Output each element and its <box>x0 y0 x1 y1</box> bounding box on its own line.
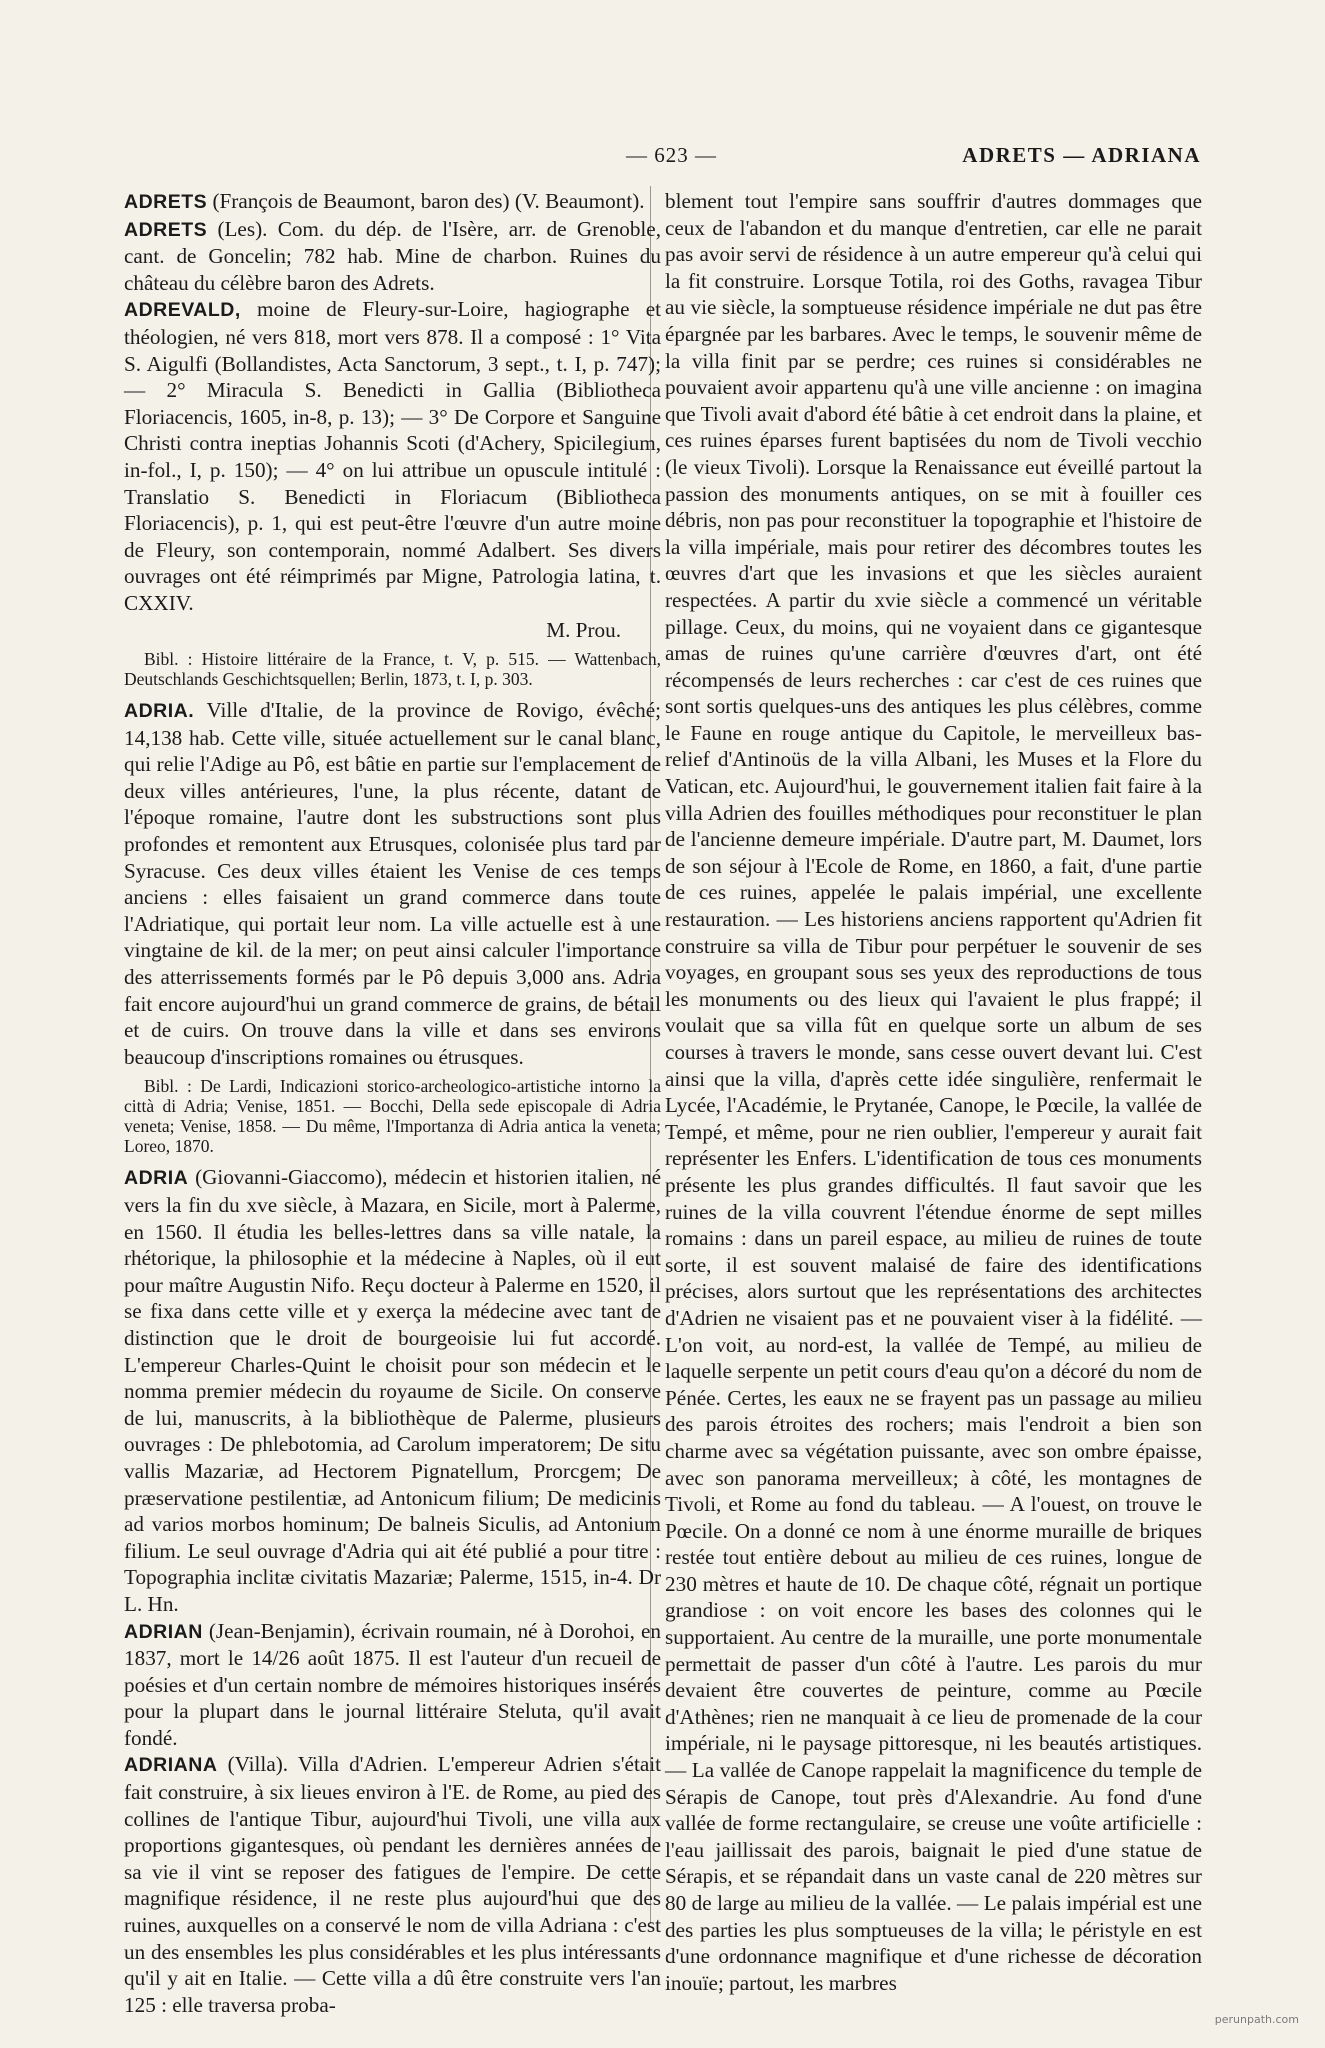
entry-adria <box>124 697 661 1070</box>
entry-adrets-les <box>124 216 661 297</box>
headword: ADRETS <box>124 218 208 241</box>
bibliography: Bibl. : De Lardi, Indicazioni storico-archeologico-artistiche intorno la città di Adria; Venise, 1851. — Bocchi, Della sede episcopale di Adria veneta; Venise, 1858. — Du même, l'Importanza di Adria antica la veneta; Loreo, 1870. <box>124 1076 661 1157</box>
entry-text: (Giovanni-Giaccomo), médecin et historien italien, né vers la fin du xve siècle, à Mazara, en Sicile, mort à Palerme, en 1560. Il étudia les belles-lettres dans sa ville natale, la rhétorique, la philosophie et la médecine à Naples, où il eut pour maître Augustin Nifo. Reçu docteur à Palerme en 1520, il se fixa dans cette ville et y exerça la médecine avec tant de distinction que le droit de bourgeoisie lui fut accordé. L'empereur Charles-Quint le choisit pour son médecin et le nomma premier médecin du royaume de Sicile. On conserve de lui, manuscrits, à la bibliothèque de Palerme, plusieurs ouvrages : De phlebotomia, ad Carolum imperatorem; De situ vallis Mazariæ, ad Hectorem Pignatellum, Prorcgem; De præservatione pestilentiæ, ad Antonicum filium; De medicinis ad varios morbos hominum; De balneis Siculis, ad Antonium filium. Le seul ouvrage d'Adria qui ait été publié a pour titre : Topographia inclitæ civitatis Mazariæ; Palerme, 1515, in-4. <box>124 1165 661 1590</box>
entry-text: Ville d'Italie, de la province de Rovigo, évêché; 14,138 hab. Cette ville, située actuellement sur le canal blanc, qui relie l'Adige au Pô, est bâtie en partie sur l'emplacement de deux villes antérieures, l'une, la plus récente, datant de l'époque romaine, l'autre dont les substructions sont plus profondes et remontent aux Etrusques, colonisée plus tard par Syracuse. Ces deux villes étaient les Venise de ces temps anciens : elles faisaient un grand commerce dans toute l'Adriatique, qui portait leur nom. La ville actuelle est à une vingtaine de kil. de la mer; on peut ainsi calculer l'importance des atterrissements formés par le Pô depuis 3,000 ans. Adria fait encore aujourd'hui un grand commerce de grains, de bétail et de cuirs. On trouve dans la ville et dans ses environs beaucoup d'inscriptions romaines ou étrusques. <box>124 698 661 1069</box>
entry-text: moine de Fleury-sur-Loire, hagiographe et théologien, né vers 818, mort vers 878. Il a composé : 1° Vita S. Aigulfi (Bollandistes, Acta Sanctorum, 3 sept., t. I, p. 747); — 2° Miracula S. Benedicti in Gallia (Bibliotheca Floriacencis, 1605, in-8, p. 13); — 3° De Corpore et Sanguine Christi contra ineptias Johannis Scoti (d'Achery, Spicilegium, in-fol., I, p. 150); — 4° on lui attribue un opuscule intitulé : Translatio S. Benedicti in Floriacum (Bibliotheca Floriacencis), p. 1, qui est peut-être l'œuvre d'un autre moine de Fleury, son contemporain, nommé Adalbert. Ses divers ouvrages ont été réimprimés par Migne, Patrologia latina, t. CXXIV. <box>124 297 662 615</box>
page-header <box>124 143 1201 173</box>
entry-adrian <box>124 1618 661 1752</box>
entry-adrets-beaumont <box>124 188 661 216</box>
page-number: — 623 — <box>626 143 717 167</box>
entry-adriana <box>124 1751 661 2018</box>
headword: ADRIAN <box>124 1620 203 1643</box>
entry-text: (François de Beaumont, baron des) (V. Beaumont). <box>212 189 645 213</box>
headword: ADREVALD, <box>124 299 241 322</box>
running-title: ADRETS — ADRIANA <box>962 143 1201 167</box>
headword: ADRETS <box>124 191 208 213</box>
headword: ADRIA <box>124 1167 189 1190</box>
bibliography: Bibl. : Histoire littéraire de la France, t. V, p. 515. — Wattenbach, Deutschlands Geschichtsquellen; Berlin, 1873, t. I, p. 303. <box>124 649 661 690</box>
entry-adriana-continued: blement tout l'empire sans souffrir d'autres dommages que ceux de l'abandon et du manque d'entretien, car elle ne parait pas avoir servi de résidence à un autre empereur qu'à celui qui la fit construire. Lorsque Totila, roi des Goths, ravagea Tibur au vie siècle, la somptueuse résidence impériale ne dut pas être épargnée par les barbares. Avec le temps, le souvenir même de la villa finit par se perdre; ces ruines si considérables ne pouvaient avoir appartenu qu'à une ville ancienne : on imagina que Tivoli avait d'abord été bâtie à cet endroit dans la plaine, et ces ruines éparses furent baptisées du nom de Tivoli vecchio (le vieux Tivoli). Lorsque la Renaissance eut éveillé partout la passion des monuments antiques, on se mit à fouiller ces débris, non pas pour reconstituer la topographie et l'histoire de la villa impériale, mais pour retirer des décombres toutes les œuvres d'art que les invasions et que les siècles auraient respectées. A partir du xvie siècle a commencé un véritable pillage. Ceux, du moins, qui ne voyaient dans ce gigantesque amas de ruines qu'une carrière d'œuvres d'art, ont été récompensés de leurs recherches : car c'est de ces ruines que sont sortis quelques-uns des antiques les plus célèbres, comme le Faune en rouge antique du Capitole, le merveilleux bas-relief d'Antinoüs de la villa Albani, les Muses et la Flore du Vatican, etc. Aujourd'hui, le gouvernement italien fait faire à la villa Adrien des fouilles méthodiques pour reconstituer le plan de l'ancienne demeure impériale. D'autre part, M. Daumet, lors de son séjour à l'Ecole de Rome, en 1860, a fait, d'une partie de ces ruines, appelée le palais impérial, une excellente restauration. — Les historiens anciens rapportent qu'Adrien fit construire sa villa de Tibur pour perpétuer le souvenir de ses voyages, en groupant sous ses yeux des reproductions de tous les monuments ou des lieux qui l'avaient le plus frappé; il voulait que sa villa fût en quelque sorte un album de ses courses à travers le monde, sans cesse ouvert devant lui. C'est ainsi que la villa, d'après cette idée singulière, renfermait le Lycée, l'Académie, le Prytanée, Canope, le Pœcile, la vallée de Tempé, et même, pour ne rien oublier, l'empereur y aurait fait représenter les Enfers. L'identification de tous ces monuments présente les plus grandes difficultés. Il faut savoir que les ruines de la villa couvrent l'étendue énorme de sept milles romains : dans un pareil espace, au milieu de ruines de toute sorte, il est souvent malaisé de faire des identifications précises, alors surtout que les représentations des architectes d'Adrien ne visaient pas et ne pouvaient viser à la fidélité. — L'on voit, au nord-est, la vallée de Tempé, au milieu de laquelle serpente un petit cours d'eau qu'on a décoré du nom de Pénée. Certes, les eaux ne se frayent pas un passage au milieu des parois étroites des rochers; mais l'endroit a bien son charme avec sa végétation puissante, avec son ombre épaisse, avec son panorama merveilleux; à côté, les montagnes de Tivoli, et Rome au fond du tableau. — A l'ouest, on trouve le Pœcile. On a donné ce nom à une énorme muraille de briques restée tout entière debout au milieu de ces ruines, longue de 230 mètres et haute de 10. De chaque côté, régnait un portique grandiose : on voit encore les bases des colonnes qui le supportaient. Au centre de la muraille, une porte monumentale permettait de passer d'un côté à l'autre. Les parois du mur devaient être couvertes de peinture, comme au Pœcile d'Athènes; rien ne manquait à ce lieu de promenade de la cour impériale, ni le paysage pittoresque, ni les beautés artistiques. — La vallée de Canope rappelait la magnificence du temple de Sérapis de Canope, tout près d'Alexandrie. Au fond d'une vallée de forme rectangulaire, se creuse une voûte artificielle : l'eau jaillissait des parois, baignait le pied d'une statue de Sérapis, et se répandait dans un vaste canal de 220 mètres sur 80 de large au milieu de la vallée. — Le palais impérial est une des parties les plus somptueuses de la villa; le péristyle en est d'une ordonnance magnifique et d'une richesse de décoration inouïe; partout, les marbres <box>665 189 1202 1995</box>
watermark: perunpath.com <box>1214 2013 1299 2026</box>
entry-adria-giovanni <box>124 1164 661 1617</box>
headword: ADRIA. <box>124 700 195 723</box>
right-column <box>665 188 1202 1996</box>
headword: ADRIANA <box>124 1754 218 1777</box>
signature: M. Prou. <box>546 617 621 642</box>
entry-text: (Les). Com. du dép. de l'Isère, arr. de Grenoble, cant. de Goncelin; 782 hab. Mine de charbon. Ruines du château du célèbre baron des Adrets. <box>124 216 662 295</box>
entry-text: (Villa). Villa d'Adrien. L'empereur Adrien s'était fait construire, à six lieues environ à l'E. de Rome, au pied des collines de l'antique Tibur, aujourd'hui Tivoli, une villa aux proportions gigantesques, où pendant les dernières années de sa vie il vint se reposer des fatigues de l'empire. De cette magnifique résidence, il ne reste plus aujourd'hui que des ruines, auxquelles on a conservé le nom de villa Adriana : c'est un des ensembles les plus considérables et les plus intéressants qu'il y ait en Italie. — Cette villa a dû être construite vers l'an 125 : elle traversa proba- <box>124 1752 662 2017</box>
signature: Dr L. Hn. <box>124 1565 662 1616</box>
entry-adrevald <box>124 296 661 616</box>
entry-text: (Jean-Benjamin), écrivain roumain, né à Dorohoi, en 1837, mort le 14/26 août 1875. Il est l'auteur d'un recueil de poésies et d'un certain nombre de mémoires historiques insérés pour la plupart dans le journal littéraire Steluta, qu'il avait fondé. <box>124 1618 661 1750</box>
left-column <box>124 188 661 2018</box>
